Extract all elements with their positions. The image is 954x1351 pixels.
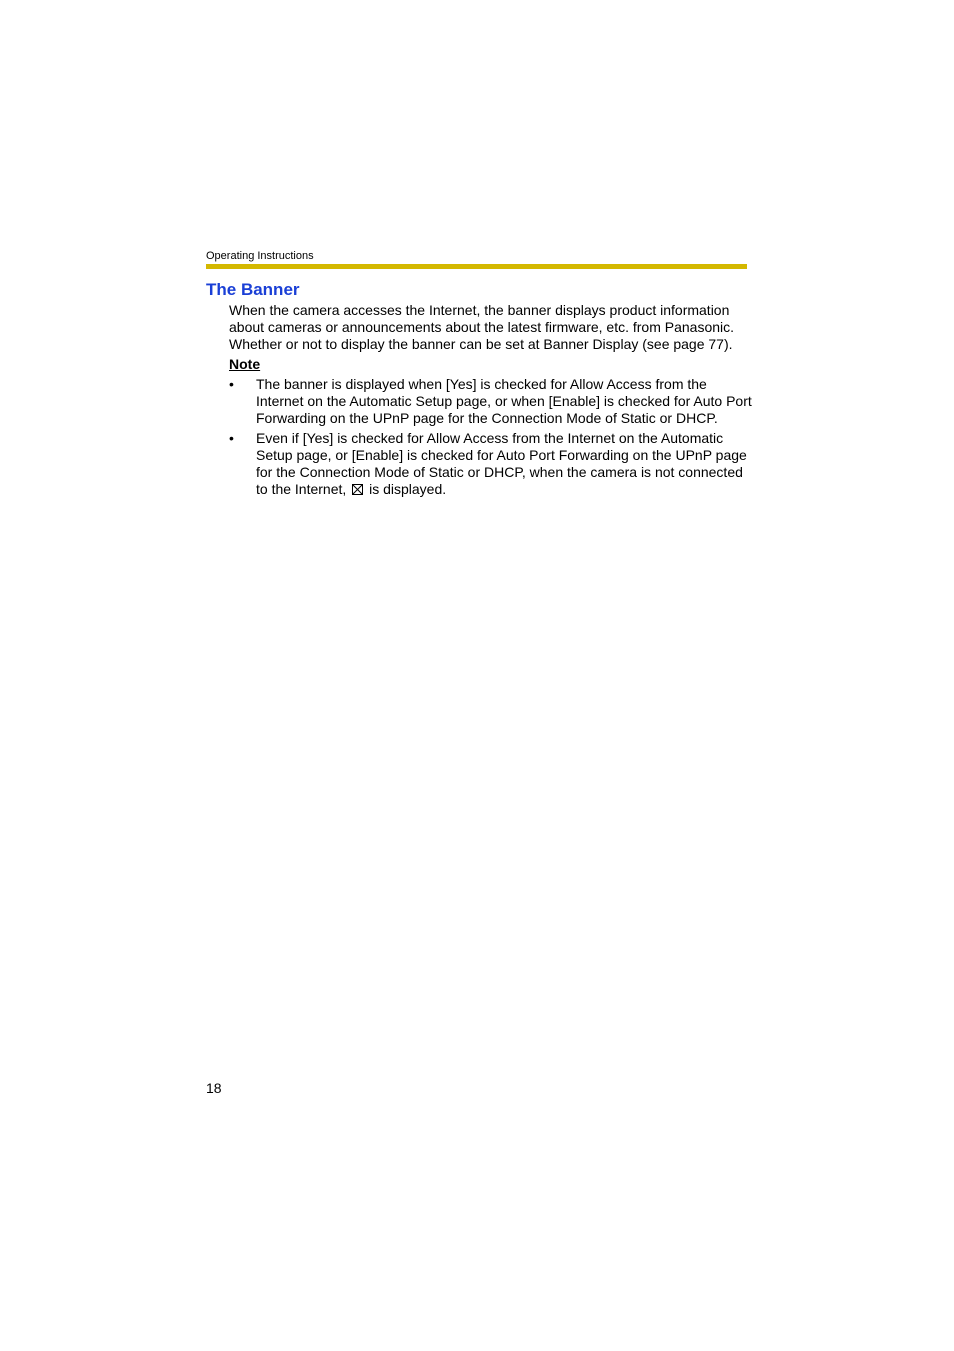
bullet-mark: • [229, 430, 234, 446]
header-rule [206, 264, 747, 269]
list-item [229, 430, 754, 498]
page-number: 18 [206, 1080, 222, 1096]
bullet-text: The banner is displayed when [Yes] is checked for Allow Access from the Internet on the Automatic Setup page, or when [Enable] is checked for Auto Port Forwarding on the UPnP page for the Connection Mode of Static or DHCP. [256, 376, 752, 426]
header-label: Operating Instructions [206, 250, 314, 262]
note-label: Note [229, 356, 261, 372]
list-item [229, 376, 754, 427]
intro-paragraph: When the camera accesses the Internet, the banner displays product information about cameras or announcements about the latest firmware, etc. from Panasonic. Whether or not to display the banner can be set at Banner Display (see page 77). [229, 302, 735, 352]
bullet-text-before: Even if [Yes] is checked for Allow Access from the Internet on the Automatic Setup page, or [Enable] is checked for Auto Port Forwarding on the UPnP page for the Connection Mode of Static or DHCP, when the camera is not connected to the Internet, [256, 430, 747, 497]
section-title: The Banner [206, 280, 300, 299]
note-list [229, 376, 754, 501]
bullet-mark: • [229, 376, 234, 392]
boxed-x-icon [352, 484, 363, 495]
bullet-text-after: is displayed. [369, 481, 447, 497]
